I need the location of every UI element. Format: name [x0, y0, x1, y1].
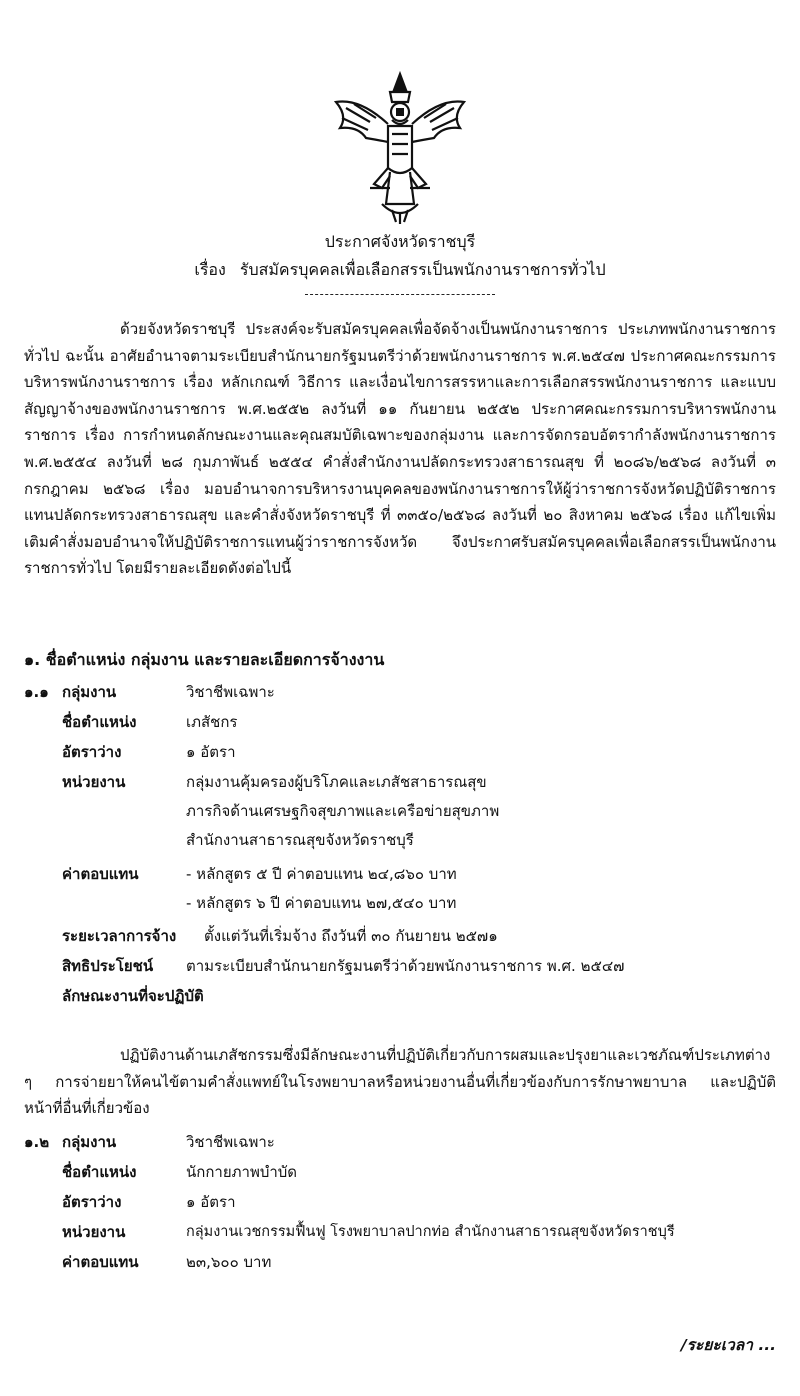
- pos1-unit-line-1: กลุ่มงานคุ้มครองผู้บริโภคและเภสัชสาธารณสุข: [186, 773, 487, 791]
- pos2-vacancy-value: ๑ อัตรา: [186, 1193, 236, 1211]
- pos1-vacancy-value: ๑ อัตรา: [186, 743, 236, 761]
- pos1-benefit-label: สิทธิประโยชน์: [62, 957, 154, 975]
- pos1-period-label: ระยะเวลาการจ้าง: [62, 927, 177, 945]
- pos1-pay-line-2: - หลักสูตร ๖ ปี ค่าตอบแทน ๒๗,๕๔๐ บาท: [186, 894, 457, 912]
- pos1-pay-line-1: - หลักสูตร ๕ ปี ค่าตอบแทน ๒๔,๘๖๐ บาท: [186, 865, 457, 883]
- title-divider: [305, 294, 495, 295]
- pos1-pay-label: ค่าตอบแทน: [62, 865, 139, 883]
- pos1-vacancy-label: อัตราว่าง: [62, 743, 122, 761]
- pos1-unit-line-2: ภารกิจด้านเศรษฐกิจสุขภาพและเครือข่ายสุขภาพ: [186, 802, 500, 820]
- pos1-benefit-value: ตามระเบียบสำนักนายกรัฐมนตรีว่าด้วยพนักงานราชการ พ.ศ. ๒๕๔๗: [186, 957, 625, 975]
- pos2-unit-label: หน่วยงาน: [62, 1223, 126, 1241]
- pos1-duty-label: ลักษณะงานที่จะปฏิบัติ: [62, 987, 204, 1005]
- pos1-position-value: เภสัชกร: [186, 713, 238, 731]
- subject-text: รับสมัครบุคคลเพื่อเลือกสรรเป็นพนักงานราชการทั่วไป: [239, 260, 606, 279]
- pos1-position-label: ชื่อตำแหน่ง: [62, 713, 137, 731]
- pos1-unit-line-3: สำนักงานสาธารณสุขจังหวัดราชบุรี: [186, 831, 414, 849]
- section-1-heading: ๑. ชื่อตำแหน่ง กลุ่มงาน และรายละเอียดการจ้างงาน: [24, 650, 385, 669]
- pos2-position-value: นักกายภาพบำบัด: [186, 1163, 298, 1181]
- announcement-subject: [0, 258, 800, 283]
- continuation-marker: /ระยะเวลา ...: [681, 1336, 776, 1354]
- pos1-num: ๑.๑: [24, 683, 49, 701]
- pos2-pay-value: ๒๓,๖๐๐ บาท: [186, 1253, 272, 1271]
- pos1-group-value: วิชาชีพเฉพาะ: [186, 683, 275, 701]
- intro-paragraph: ด้วยจังหวัดราชบุรี ประสงค์จะรับสมัครบุคคลเพื่อจัดจ้างเป็นพนักงานราชการ ประเภทพนักงานราชการทั่วไป ฉะนั้น อาศัยอำนาจตามระเบียบสำนักนายกรัฐมนตรีว่าด้วยพนักงานราชการ พ.ศ.๒๕๔๗ ประกาศคณะกรรมการบริหารพนักงานราชการ เรื่อง หลักเกณฑ์ วิธีการ และเงื่อนไขการสรรหาและการเลือกสรรพนักงานราชการ และแบบสัญญาจ้างของพนักงานราชการ พ.ศ.๒๕๕๒ ลงวันที่ ๑๑ กันยายน ๒๕๕๒ ประกาศคณะกรรมการบริหารพนักงานราชการ เรื่อง การกำหนดลักษณะงานและคุณสมบัติเฉพาะของกลุ่มงาน และการจัดกรอบอัตรากำลังพนักงานราชการ พ.ศ.๒๕๕๔ ลงวันที่ ๒๘ กุมภาพันธ์ ๒๕๕๔ คำสั่งสำนักงานปลัดกระทรวงสาธารณสุข ที่ ๒๐๘๖/๒๕๖๘ ลงวันที่ ๓ กรกฎาคม ๒๕๖๘ เรื่อง มอบอำนาจการบริหารงานบุคคลของพนักงานราชการให้ผู้ว่าราชการจังหวัดปฏิบัติราชการแทนปลัดกระทรวงสาธารณสุข และคำสั่งจังหวัดราชบุรี ที่ ๓๓๕๐/๒๕๖๘ ลงวันที่ ๒๐ สิงหาคม ๒๕๖๘ เรื่อง แก้ไขเพิ่มเติมคำสั่งมอบอำนาจให้ปฏิบัติราชการแทนผู้ว่าราชการจังหวัด จึงประกาศรับสมัครบุคคลเพื่อเลือกสรรเป็นพนักงานราชการทั่วไป โดยมีรายละเอียดดังต่อไปนี้: [24, 320, 776, 578]
- pos1-duty-paragraph: ปฏิบัติงานด้านเภสัชกรรมซึ่งมีลักษณะงานที่ปฏิบัติเกี่ยวกับการผสมและปรุงยาและเวชภัณฑ์ประเภทต่าง ๆ การจ่ายยาให้คนไข้ตามคำสั่งแพทย์ในโรงพยาบาลหรือหน่วยงานอื่นที่เกี่ยวข้องกับการรักษาพยาบาล และปฏิบัติหน้าที่อื่นที่เกี่ยวข้อง: [24, 1046, 776, 1118]
- pos2-num: ๑.๒: [24, 1133, 50, 1151]
- subject-label: เรื่อง: [194, 260, 226, 279]
- pos1-group-label: กลุ่มงาน: [62, 683, 117, 701]
- pos1-period-value: ตั้งแต่วันที่เริ่มจ้าง ถึงวันที่ ๓๐ กันยายน ๒๕๗๑: [204, 927, 498, 945]
- pos2-position-label: ชื่อตำแหน่ง: [62, 1163, 137, 1181]
- pos2-group-value: วิชาชีพเฉพาะ: [186, 1133, 275, 1151]
- pos2-unit-value: กลุ่มงานเวชกรรมฟื้นฟู โรงพยาบาลปากท่อ สำนักงานสาธารณสุขจังหวัดราชบุรี: [186, 1224, 675, 1240]
- pos1-unit-label: หน่วยงาน: [62, 773, 126, 791]
- pos2-vacancy-label: อัตราว่าง: [62, 1193, 122, 1211]
- pos2-pay-label: ค่าตอบแทน: [62, 1253, 139, 1271]
- pos2-group-label: กลุ่มงาน: [62, 1133, 117, 1151]
- announcement-title: ประกาศจังหวัดราชบุรี: [324, 232, 476, 251]
- garuda-emblem-icon: [330, 68, 470, 228]
